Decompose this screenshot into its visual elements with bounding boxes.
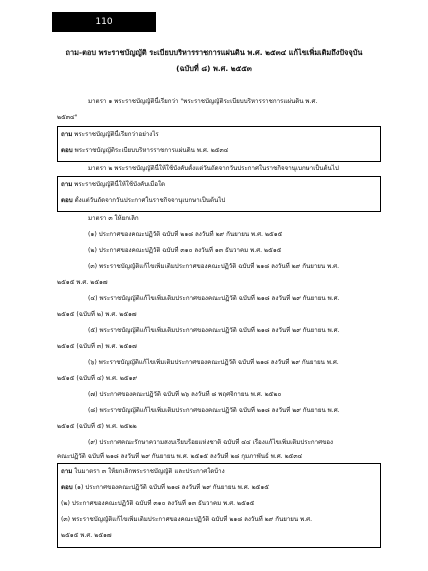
qa-question [61,180,165,189]
question-text: พระราชบัญญัตินี้เรียกว่าอย่างไร [74,131,159,138]
list-item-continuation: ๒๕๑๕ (ฉบับที่ ๓) พ.ศ. ๒๕๑๗ [57,343,137,350]
qa-question [61,467,225,476]
section1-line1: มาตรา ๑ พระราชบัญญัตินี้เรียกว่า "พระราชบัญญัติระเบียบบริหารราชการแผ่นดิน พ.ศ. [88,98,318,105]
answer-line: (๓) พระราชบัญญัติแก้ไขเพิ่มเติมประกาศของคณะปฏิวัติ ฉบับที่ ๒๑๘ ลงวันที่ ๒๙ กันยายน พ.ศ. [61,516,313,523]
list-item-continuation: ๒๕๑๕ พ.ศ. ๒๕๑๗ [57,279,108,286]
qa-answer [61,196,225,205]
list-item-continuation: คณะปฏิวัติ ฉบับที่ ๒๑๘ ลงวันที่ ๒๙ กันยายน พ.ศ. ๒๕๑๕ ลงวันที่ ๒๘ กุมภาพันธ์ พ.ศ. ๒๕๓๔ [57,453,303,460]
question-label: ถาม [61,468,73,475]
qa-answer [61,483,269,492]
document-title-line1: ถาม-ตอบ พระราชบัญญัติ ระเบียบบริหารราชการแผ่นดิน พ.ศ. ๒๕๓๔ แก้ไขเพิ่มเติมถึงปัจจุบัน [65,48,363,57]
answer-label: ตอบ [61,197,73,204]
qa-box-3 [57,463,381,548]
question-label: ถาม [61,181,73,188]
list-item: (๓) พระราชบัญญัติแก้ไขเพิ่มเติมประกาศของคณะปฏิวัติ ฉบับที่ ๒๑๘ ลงวันที่ ๒๙ กันยายน พ.ศ. [88,263,340,270]
qa-question [61,130,159,139]
list-item-continuation: ๒๕๑๕ (ฉบับที่ ๔) พ.ศ. ๒๕๑๙ [57,375,138,382]
qa-box-1 [57,126,381,162]
section3-heading: มาตรา ๓ ให้ยกเลิก [88,215,139,222]
list-item-continuation: ๒๕๑๕ (ฉบับที่ ๒) พ.ศ. ๒๕๑๗ [57,311,137,318]
answer-label: ตอบ [61,484,73,491]
list-item: (๑) ประกาศของคณะปฏิวัติ ฉบับที่ ๒๑๘ ลงวันที่ ๒๙ กันยายน พ.ศ. ๒๕๑๕ [88,231,283,238]
question-text: ในมาตรา ๓ ให้ยกเลิกพระราชบัญญัติ และประกาศใดบ้าง [74,468,225,475]
question-label: ถาม [61,131,73,138]
list-item: (๙) ประกาศคณะรักษาความสงบเรียบร้อยแห่งชาติ ฉบับที่ ๔๔ เรื่องแก้ไขเพิ่มเติมประกาศของ [88,439,334,446]
list-item: (๔) พระราชบัญญัติแก้ไขเพิ่มเติมประกาศของคณะปฏิวัติ ฉบับที่ ๒๑๘ ลงวันที่ ๒๙ กันยายน พ.ศ. [88,295,340,302]
answer-line: (๒) ประกาศของคณะปฏิวัติ ฉบับที่ ๓๑๐ ลงวันที่ ๑๓ ธันวาคม พ.ศ. ๒๕๑๕ [61,500,255,507]
answer-label: ตอบ [61,147,73,154]
answer-text: พระราชบัญญัติระเบียบบริหารราชการแผ่นดิน พ.ศ. ๒๕๓๔ [74,147,229,154]
list-item: (๘) พระราชบัญญัติแก้ไขเพิ่มเติมประกาศของคณะปฏิวัติ ฉบับที่ ๒๑๘ ลงวันที่ ๒๙ กันยายน พ.ศ. [88,407,340,414]
answer-text: ตั้งแต่วันถัดจากวันประกาศในราชกิจจานุเบกษาเป็นต้นไป [74,197,226,204]
list-item: (๗) ประกาศของคณะปฏิวัติ ฉบับที่ ๒๖ ลงวันที่ ๘ พฤศจิกายน พ.ศ. ๒๕๒๐ [88,391,282,398]
answer-text: (๑) ประกาศของคณะปฏิวัติ ฉบับที่ ๒๑๘ ลงวันที่ ๒๙ กันยายน พ.ศ. ๒๕๑๕ [74,484,269,491]
list-item: (๕) พระราชบัญญัติแก้ไขเพิ่มเติมประกาศของคณะปฏิวัติ ฉบับที่ ๒๑๘ ลงวันที่ ๒๙ กันยายน พ.ศ. [88,327,340,334]
qa-box-2 [57,176,381,212]
answer-line-continuation: ๒๕๑๕ พ.ศ. ๒๕๑๗ [61,532,112,539]
list-item-continuation: ๒๕๑๕ (ฉบับที่ ๕) พ.ศ. ๒๕๒๒ [57,423,137,430]
question-text: พระราชบัญญัตินี้ให้ใช้บังคับเมื่อใด [74,181,166,188]
page-number: 110 [52,12,156,32]
document-title-line2: (ฉบับที่ ๘) พ.ศ. ๒๕๕๓ [176,64,252,73]
qa-answer [61,146,228,155]
section2-line1: มาตรา ๒ พระราชบัญญัตินี้ให้ใช้บังคับตั้งแต่วันถัดจากวันประกาศในราชกิจจานุเบกษาเป็นต้นไป [88,165,339,172]
section1-line2: ๒๕๓๔" [57,114,78,121]
list-item: (๖) พระราชบัญญัติแก้ไขเพิ่มเติมประกาศของคณะปฏิวัติ ฉบับที่ ๒๑๘ ลงวันที่ ๒๙ กันยายน พ.ศ. [88,359,339,366]
list-item: (๒) ประกาศของคณะปฏิวัติ ฉบับที่ ๓๑๐ ลงวันที่ ๑๓ ธันวาคม พ.ศ. ๒๕๑๕ [88,247,282,254]
